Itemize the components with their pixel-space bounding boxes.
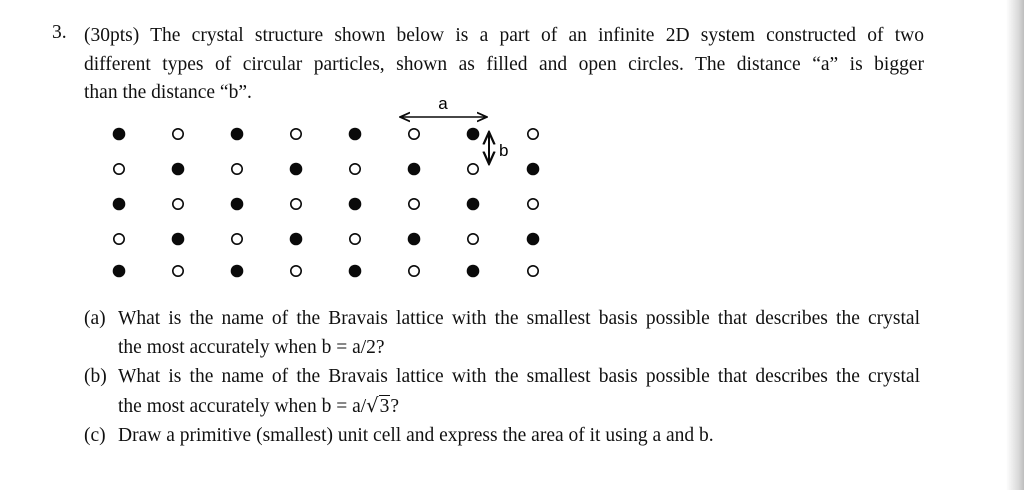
intro-line-3: than the distance “b”. [84,82,252,103]
sqrt-three [366,391,390,421]
part-b-line-1: What is the name of the Bravais lattice with the smallest basis possible that describes the crystal [118,366,920,387]
filled-particle [113,128,126,141]
filled-particle [349,265,362,278]
open-particle [350,164,360,174]
open-particle [468,164,478,174]
filled-particle [231,198,244,211]
part-a [84,304,920,362]
filled-particle [467,128,480,141]
open-particle [528,199,538,209]
open-particle [291,129,301,139]
radicand: 3 [379,396,390,417]
radical-symbol: √ [366,394,379,417]
part-c [84,421,920,450]
filled-particle [349,198,362,211]
open-particle [409,266,419,276]
intro-line-2: different types of circular particles, shown as filled and open circles. The distance “a” is bigger [84,53,924,75]
open-particle [528,266,538,276]
open-particle [173,266,183,276]
distance-b-label: b [499,141,509,160]
open-particle [232,164,242,174]
filled-particle [172,163,185,176]
filled-particle [113,198,126,211]
open-particle [409,129,419,139]
filled-particle [290,163,303,176]
part-b-label: (b) [84,366,107,387]
filled-particle [349,128,362,141]
part-b [84,362,920,421]
filled-particle [231,265,244,278]
filled-particle [467,265,480,278]
part-b-line-2 [118,391,920,421]
page-edge-shadow [1006,0,1024,490]
part-c-line-1: Draw a primitive (smallest) unit cell and express the area of it using a and b. [118,425,714,446]
filled-particle [172,233,185,246]
open-particle [350,234,360,244]
lattice-particles [113,128,540,278]
open-particle [114,234,124,244]
open-particle [114,164,124,174]
part-a-line-1: What is the name of the Bravais lattice with the smallest basis possible that describes the crystal [118,308,920,329]
filled-particle [527,233,540,246]
filled-particle [113,265,126,278]
open-particle [409,199,419,209]
open-particle [173,199,183,209]
part-b-line-2-end: ? [390,396,400,417]
problem-number: 3. [52,22,67,43]
intro-line-1: (30pts) The crystal structure shown below is a part of an infinite 2D system constructed of two [84,25,924,46]
filled-particle [408,233,421,246]
part-c-label: (c) [84,425,106,446]
open-particle [528,129,538,139]
open-particle [468,234,478,244]
filled-particle [290,233,303,246]
open-particle [173,129,183,139]
open-particle [232,234,242,244]
sub-questions [84,304,920,450]
filled-particle [527,163,540,176]
part-b-line-2-text: the most accurately when b = a/ [118,396,367,417]
open-particle [291,266,301,276]
part-a-line-2: the most accurately when b = a/2? [118,337,385,358]
filled-particle [231,128,244,141]
filled-particle [467,198,480,211]
part-a-label: (a) [84,308,106,329]
open-particle [291,199,301,209]
filled-particle [408,163,421,176]
distance-a-label: a [438,94,448,113]
